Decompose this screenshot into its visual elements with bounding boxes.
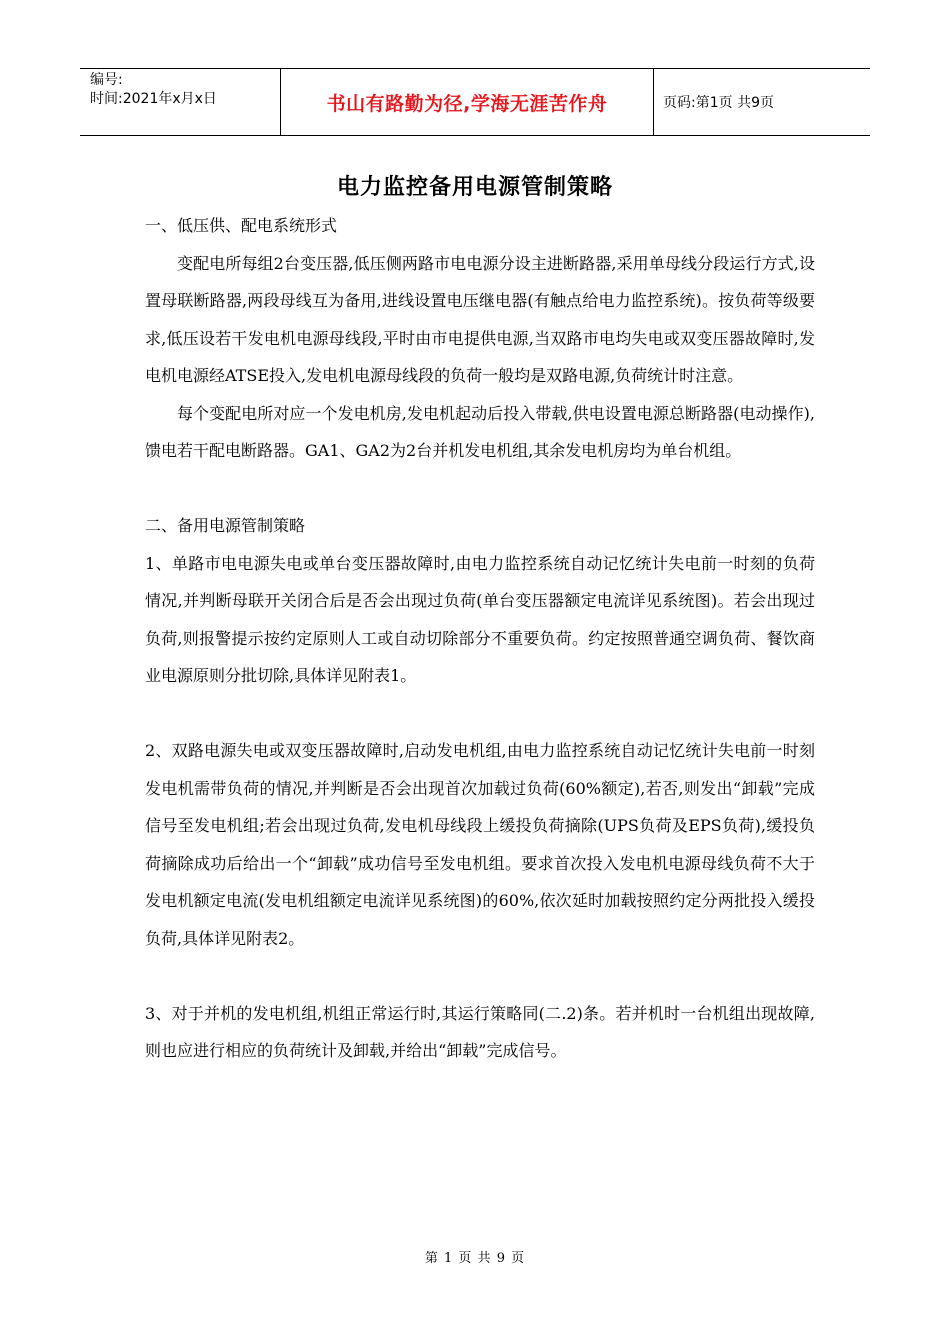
section2-item-3: 3、对于并机的发电机组,机组正常运行时,其运行策略同(二.2)条。若并机时一台机组出现故障,则也应进行相应的负荷统计及卸载,并给出“卸载”完成信号。 — [145, 1003, 815, 1060]
number-label: 编号: — [90, 72, 123, 88]
section1-paragraph-2: 每个变配电所对应一个发电机房,发电机起动后投入带载,供电设置电源总断路器(电动操作),馈电若干配电断路器。GA1、GA2为2台并机发电机组,其余发电机房均为单台机组。 — [145, 403, 815, 460]
document-body — [145, 207, 815, 1070]
section2-item-2: 2、双路电源失电或双变压器故障时,启动发电机组,由电力监控系统自动记忆统计失电前一时刻发电机需带负荷的情况,并判断是否会出现首次加载过负荷(60%额定),若否,则发出“卸载”完成信号至发电机组;若会出现过负荷,发电机母线段上缓投负荷摘除(UPS负荷及EPS负荷),缓投负荷摘除成功后给出一个“卸载”成功信号至发电机组。要求首次投入发电机电源母线负荷不大于发电机额定电流(发电机组额定电流详见系统图)的60%,依次延时加载按照约定分两批投入缓投负荷,具体详见附表2。 — [145, 741, 815, 948]
motto-text: 书山有路勤为径,学海无涯苦作舟 — [326, 92, 608, 115]
spacer — [145, 957, 815, 995]
section2-item-1: 1、单路市电电源失电或单台变压器故障时,由电力监控系统自动记忆统计失电前一时刻的负荷情况,并判断母联开关闭合后是否会出现过负荷(单台变压器额定电流详见系统图)。若会出现过负荷,则报警提示按约定原则人工或自动切除部分不重要负荷。约定按照普通空调负荷、餐饮商业电源原则分批切除,具体详见附表1。 — [145, 553, 815, 685]
spacer — [145, 695, 815, 733]
section1-heading: 一、低压供、配电系统形式 — [145, 216, 338, 235]
page-footer: 第 1 页 共 9 页 — [424, 1251, 526, 1266]
spacer — [145, 470, 815, 508]
time-label: 时间:2021年x月x日 — [90, 91, 217, 107]
header-page-cell — [654, 69, 870, 135]
document-title: 电力监控备用电源管制策略 — [336, 175, 613, 200]
header-table — [80, 68, 870, 136]
header-motto-cell — [281, 69, 654, 135]
section2-heading: 二、备用电源管制策略 — [145, 516, 306, 535]
header-info-cell — [80, 69, 281, 135]
section1-paragraph-1: 变配电所每组2台变压器,低压侧两路市电电源分设主进断路器,采用单母线分段运行方式,设置母联断路器,两段母线互为备用,进线设置电压继电器(有触点给电力监控系统)。按负荷等级要求,低压设若干发电机电源母线段,平时由市电提供电源,当双路市电均失电或双变压器故障时,发电机电源经ATSE投入,发电机电源母线段的负荷一般均是双路电源,负荷统计时注意。 — [145, 253, 815, 385]
page-code: 页码:第1页 共9页 — [663, 95, 774, 111]
